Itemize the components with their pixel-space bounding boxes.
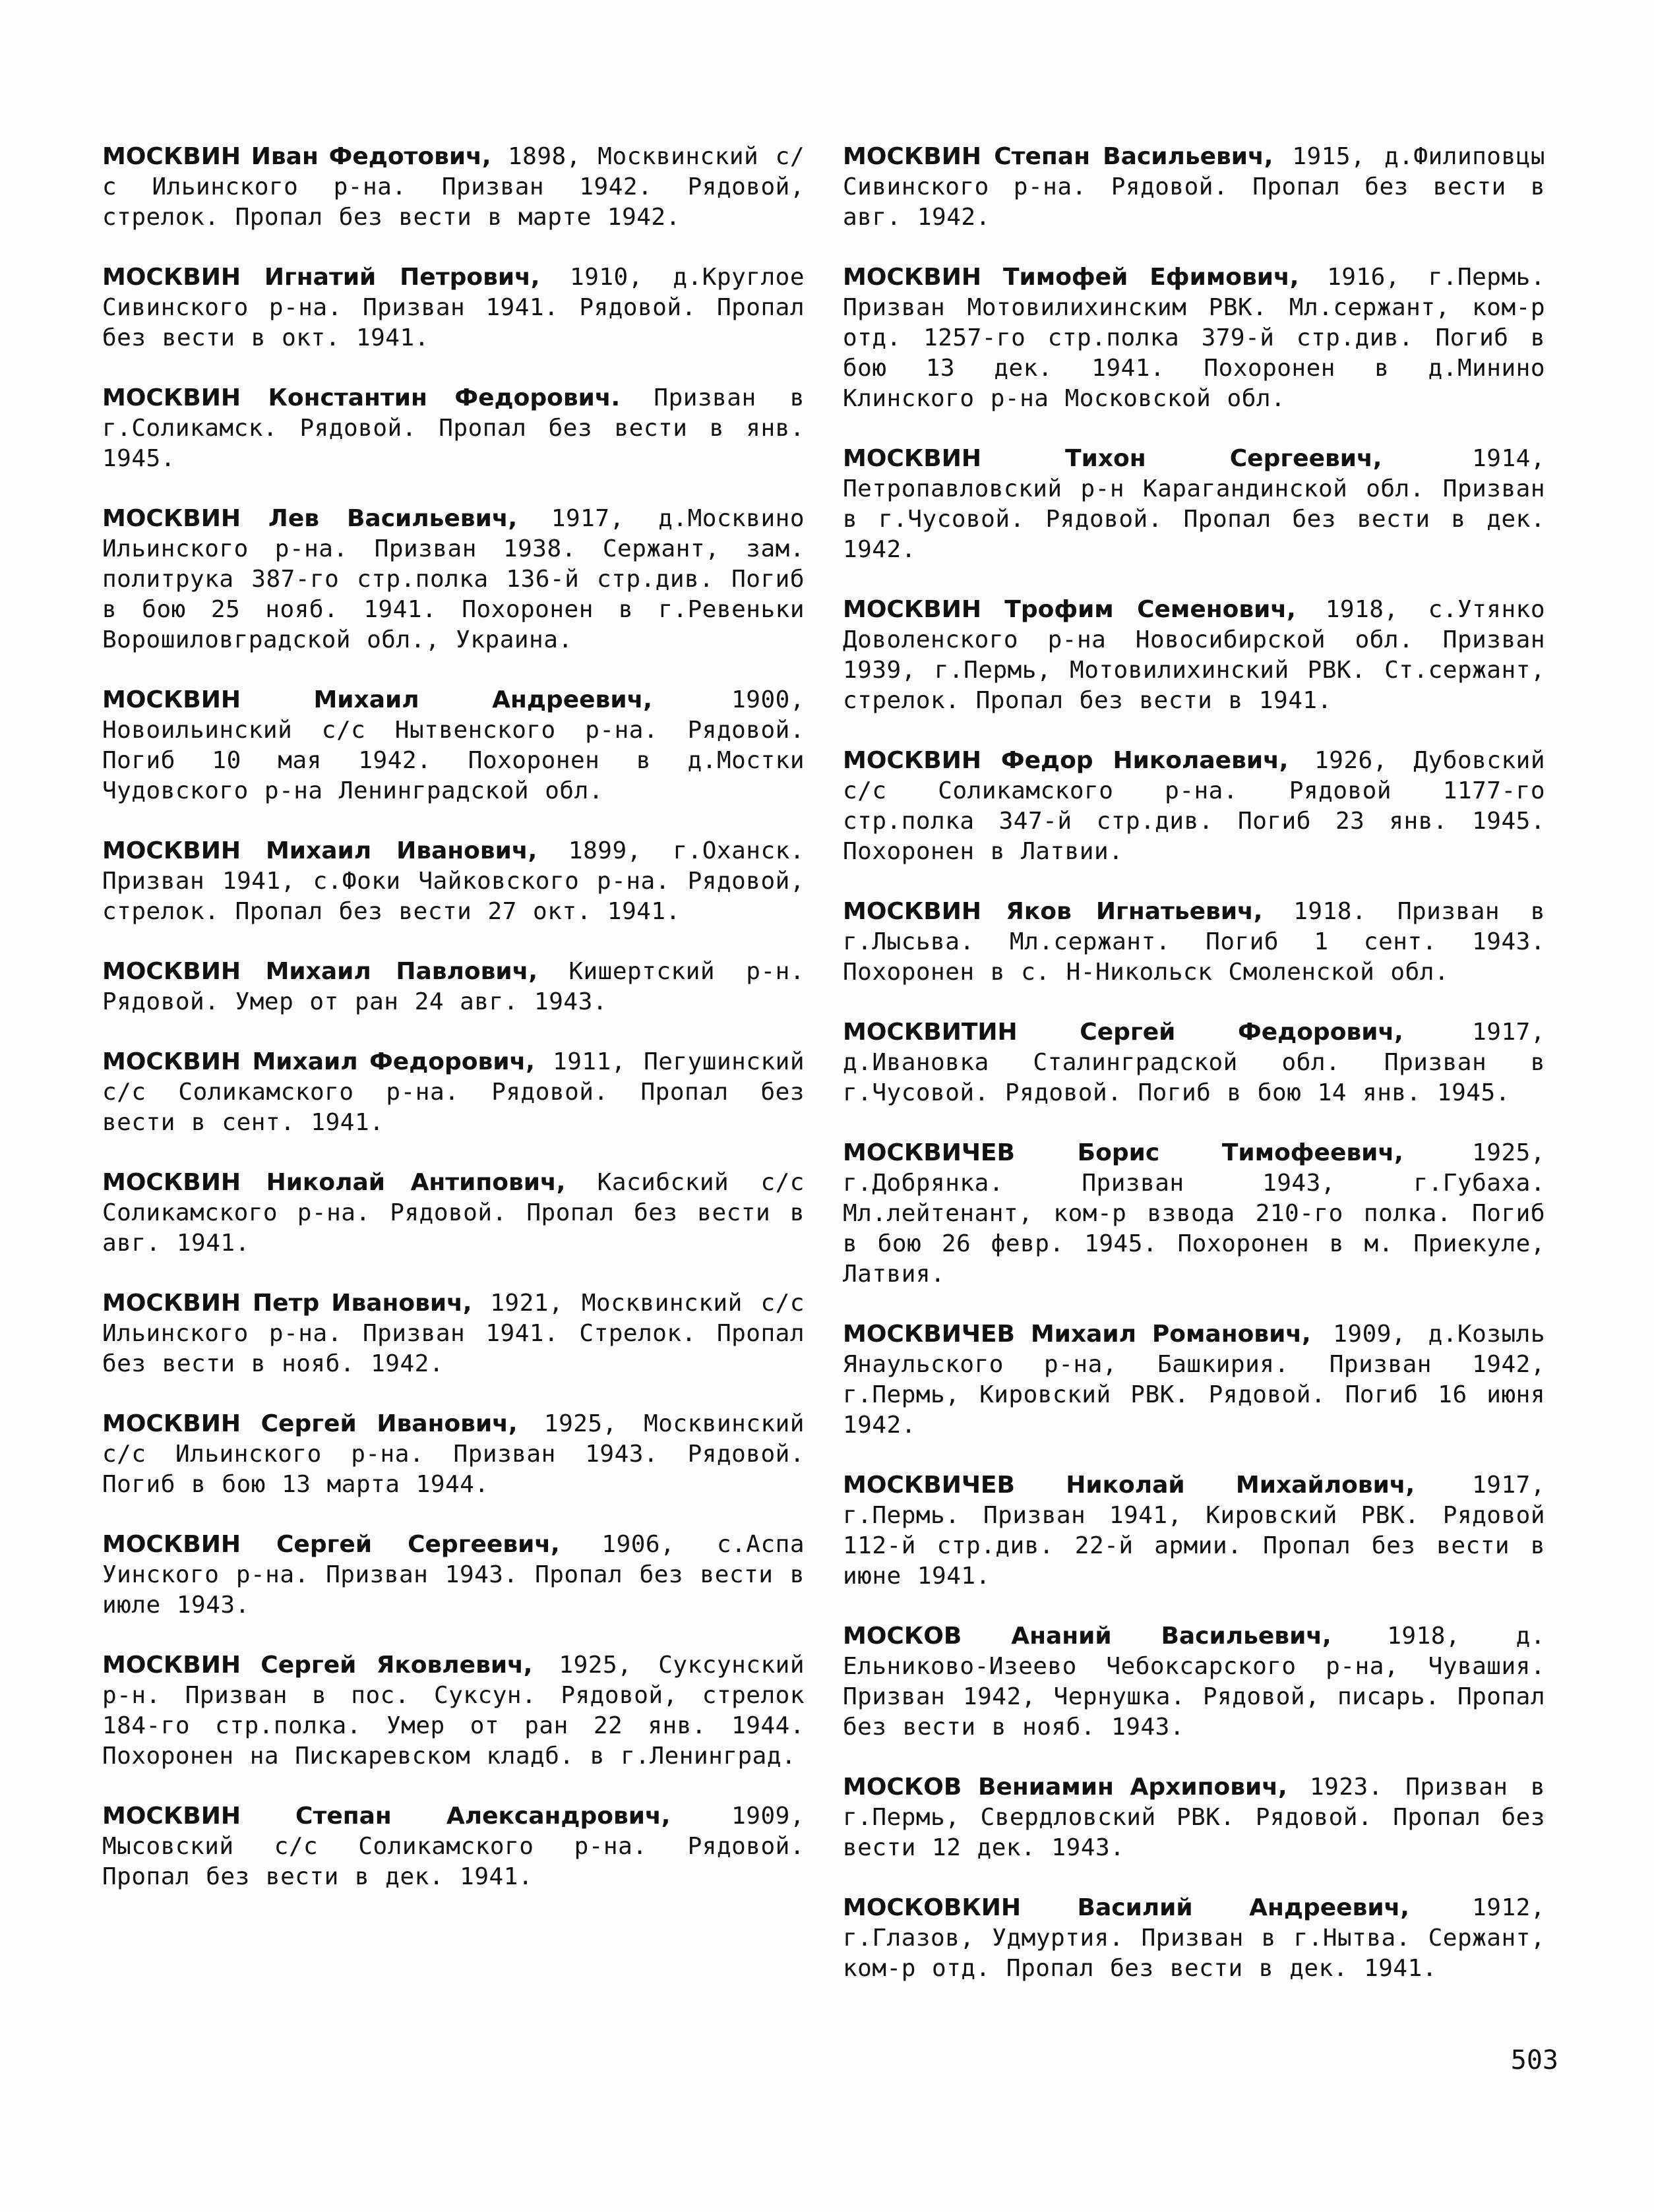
entry-name: МОСКВИН Петр Иванович, <box>102 1290 472 1317</box>
entry-text: 1917, г.Пермь. Призван 1941, Кировский РВК. Рядовой 112-й стр.див. 22-й армии. Пропал без вести в июне 1941. <box>843 1472 1545 1590</box>
entry-name: МОСКВИЧЕВ Борис Тимофеевич, <box>843 1139 1403 1166</box>
entry-name: МОСКВИТИН Сергей Федорович, <box>843 1019 1403 1046</box>
entry-name: МОСКВИН Степан Васильевич, <box>843 143 1273 170</box>
entry-text: 1911, Пегушинский с/с Соликамского р-на. Рядовой. Пропал без вести в сент. 1941. <box>102 1048 805 1136</box>
entry-text: 1925, Суксунский р-н. Призван в пос. Суксун. Рядовой, стрелок 184-го стр.полка. Умер от ран 22 янв. 1944. Похоронен на Пискаревском кладб. в г.Ленинград. <box>102 1652 805 1770</box>
entry-text: 1910, д.Круглое Сивинского р-на. Призван 1941. Рядовой. Пропал без вести в окт. 1941. <box>102 264 805 351</box>
entry <box>102 1650 805 1772</box>
entry <box>102 836 805 927</box>
entry <box>843 1319 1545 1441</box>
entry-name: МОСКВИН Николай Антипович, <box>102 1169 566 1196</box>
entry-text: 1925, г.Добрянка. Призван 1943, г.Губаха. Мл.лейтенант, ком-р взвода 210-го полка. Погиб в бою 26 февр. 1945. Похоронен в м. Приекуле, Латвия. <box>843 1139 1545 1288</box>
entry-name: МОСКВИН Тихон Сергеевич, <box>843 445 1382 472</box>
entry <box>843 444 1545 565</box>
entry <box>102 1168 805 1259</box>
entry-text: 1900, Новоильинский с/с Нытвенского р-на. Рядовой. Погиб 10 мая 1942. Похоронен в д.Мостки Чудовского р-на Ленинградской обл. <box>102 686 805 804</box>
entry-name: МОСКОВ Вениамин Архипович, <box>843 1774 1287 1801</box>
entry-text: Призван в г.Соликамск. Рядовой. Пропал без вести в янв. 1945. <box>102 384 805 472</box>
entry-text: 1923. Призван в г.Пермь, Свердловский РВК. Рядовой. Пропал без вести 12 дек. 1943. <box>843 1774 1545 1861</box>
entry-name: МОСКВИН Константин Федорович. <box>102 384 621 411</box>
entry <box>843 142 1545 233</box>
page-number: 503 <box>1510 2045 1558 2076</box>
entry-text: 1921, Москвинский с/с Ильинского р-на. Призван 1941. Стрелок. Пропал без вести в нояб. 1942. <box>102 1290 805 1377</box>
entry-text: 1899, г.Оханск. Призван 1941, с.Фоки Чайковского р-на. Рядовой, стрелок. Пропал без вести 27 окт. 1941. <box>102 837 805 925</box>
entry-text: 1909, д.Козыль Янаульского р-на, Башкирия. Призван 1942, г.Пермь, Кировский РВК. Рядовой. Погиб 16 июня 1942. <box>843 1321 1545 1439</box>
entry-text: 1909, Мысовский с/с Соликамского р-на. Рядовой. Пропал без вести в дек. 1941. <box>102 1803 805 1890</box>
entry <box>102 1409 805 1500</box>
entry <box>843 1138 1545 1290</box>
entry-text: Кишертский р-н. Рядовой. Умер от ран 24 авг. 1943. <box>102 958 805 1015</box>
entry-name: МОСКОВКИН Василий Андреевич, <box>843 1894 1409 1921</box>
entry <box>102 1801 805 1892</box>
entry <box>843 1017 1545 1108</box>
entry-name: МОСКВИН Сергей Яковлевич, <box>102 1652 533 1679</box>
entry <box>102 262 805 353</box>
entry <box>843 1893 1545 1984</box>
entry-name: МОСКВИН Тимофей Ефимович, <box>843 264 1299 291</box>
entry <box>102 957 805 1017</box>
entry-name: МОСКВИЧЕВ Николай Михайлович, <box>843 1472 1415 1499</box>
entry-text: 1915, д.Филиповцы Сивинского р-на. Рядовой. Пропал без вести в авг. 1942. <box>843 143 1545 231</box>
entry-name: МОСКВИН Игнатий Петрович, <box>102 264 540 291</box>
entry-text: 1914, Петропавловский р-н Карагандинской обл. Призван в г.Чусовой. Рядовой. Пропал без вести в дек. 1942. <box>843 445 1545 563</box>
entry <box>843 897 1545 988</box>
entry <box>843 746 1545 867</box>
entry-text: 1906, с.Аспа Уинского р-на. Призван 1943. Пропал без вести в июле 1943. <box>102 1531 805 1619</box>
entry-text: 1925, Москвинский с/с Ильинского р-на. Призван 1943. Рядовой. Погиб в бою 13 марта 1944. <box>102 1410 805 1498</box>
right-column <box>843 142 1545 2014</box>
entry-name: МОСКВИН Михаил Федорович, <box>102 1048 535 1075</box>
entry-name: МОСКВИН Михаил Андреевич, <box>102 686 652 713</box>
entry-text: Касибский с/с Соликамского р-на. Рядовой. Пропал без вести в авг. 1941. <box>102 1169 805 1257</box>
entry-text: 1912, г.Глазов, Удмуртия. Призван в г.Нытва. Сержант, ком-р отд. Пропал без вести в дек. 1941. <box>843 1894 1545 1982</box>
entry-name: МОСКВИЧЕВ Михаил Романович, <box>843 1321 1311 1348</box>
entry-text: 1918, с.Утянко Доволенского р-на Новосибирской обл. Призван 1939, г.Пермь, Мотовилихинский РВК. Ст.сержант, стрелок. Пропал без вести в 1941. <box>843 596 1545 714</box>
left-column <box>102 142 805 1922</box>
entry <box>102 1530 805 1621</box>
entry <box>843 262 1545 414</box>
entry <box>102 1288 805 1379</box>
entry <box>843 1621 1545 1743</box>
entry-text: 1898, Москвинский с/с Ильинского р-на. Призван 1942. Рядовой, стрелок. Пропал без вести в марте 1942. <box>102 143 805 231</box>
entry-name: МОСКВИН Степан Александрович, <box>102 1803 671 1830</box>
entry <box>843 1772 1545 1863</box>
entry-name: МОСКВИН Сергей Иванович, <box>102 1410 518 1437</box>
entry-name: МОСКВИН Иван Федотович, <box>102 143 491 170</box>
entry-name: МОСКВИН Михаил Иванович, <box>102 837 537 864</box>
entry-name: МОСКОВ Ананий Васильевич, <box>843 1623 1332 1650</box>
entry-text: 1918, д. Ельниково-Изеево Чебоксарского р-на, Чувашия. Призван 1942, Чернушка. Рядовой, писарь. Пропал без вести в нояб. 1943. <box>843 1623 1545 1741</box>
entry-name: МОСКВИН Трофим Семенович, <box>843 596 1296 623</box>
entry-name: МОСКВИН Сергей Сергеевич, <box>102 1531 560 1558</box>
entry <box>102 383 805 474</box>
entry-name: МОСКВИН Федор Николаевич, <box>843 747 1289 774</box>
entry-name: МОСКВИН Михаил Павлович, <box>102 958 538 985</box>
entry-name: МОСКВИН Лев Васильевич, <box>102 505 518 532</box>
entry <box>843 1470 1545 1592</box>
entry-name: МОСКВИН Яков Игнатьевич, <box>843 898 1263 925</box>
entry-text: 1917, д.Москвино Ильинского р-на. Призван 1938. Сержант, зам. политрука 387-го стр.полка 136-й стр.див. Погиб в бою 25 нояб. 1941. Похоронен в г.Ревеньки Ворошиловградской обл., Украина. <box>102 505 805 653</box>
entry-text: 1918. Призван в г.Лысьва. Мл.сержант. Погиб 1 сент. 1943. Похоронен в с. Н-Никольск Смоленской обл. <box>843 898 1545 986</box>
entry-text: 1916, г.Пермь. Призван Мотовилихинским РВК. Мл.сержант, ком-р отд. 1257-го стр.полка 379-й стр.див. Погиб в бою 13 дек. 1941. Похоронен в д.Минино Клинского р-на Московской обл. <box>843 264 1545 412</box>
entry-text: 1926, Дубовский с/с Соликамского р-на. Рядовой 1177-го стр.полка 347-й стр.див. Погиб 23 янв. 1945. Похоронен в Латвии. <box>843 747 1545 865</box>
entry <box>102 142 805 233</box>
entry <box>102 685 805 806</box>
entry <box>102 504 805 655</box>
entry <box>843 595 1545 716</box>
entry-text: 1917, д.Ивановка Сталинградской обл. Призван в г.Чусовой. Рядовой. Погиб в бою 14 янв. 1945. <box>843 1019 1545 1106</box>
entry <box>102 1047 805 1138</box>
